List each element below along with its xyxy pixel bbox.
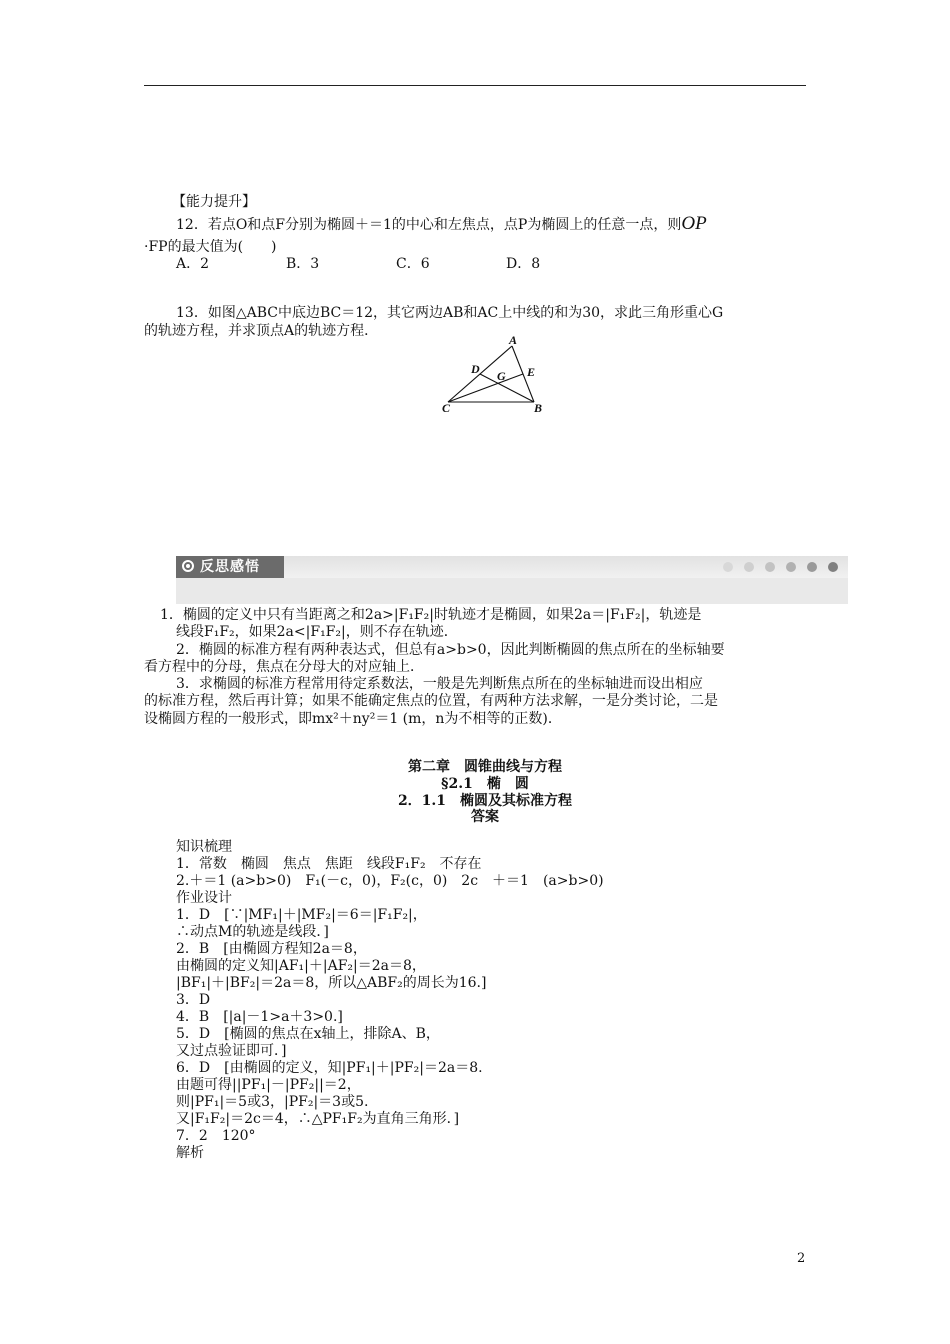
answer-line: 7．2 120° — [176, 1128, 256, 1144]
median-bd — [480, 374, 534, 402]
answer-line: 1．常数 椭圆 焦点 焦距 线段F₁F₂ 不存在 — [176, 856, 482, 872]
dot-icon — [828, 562, 838, 572]
answer-title: 答案 — [471, 809, 499, 825]
option-b: B．3 — [286, 256, 320, 272]
question-12-text: 12．若点O和点F分别为椭圆＋＝1的中心和左焦点，点P为椭圆上的任意一点，则 — [176, 217, 682, 233]
dot-icon — [744, 562, 754, 572]
reflection-banner — [176, 556, 848, 604]
reflection-line-1: 1．椭圆的定义中只有当距离之和2a>|F₁F₂|时轨迹才是椭圆，如果2a＝|F₁F₂|，轨迹是 — [160, 607, 702, 623]
header-rule — [144, 85, 806, 86]
page-number: 2 — [797, 1251, 806, 1266]
median-ce — [448, 374, 523, 402]
label-g: G — [497, 369, 506, 383]
question-13-line2: 的轨迹方程，并求顶点A的轨迹方程． — [144, 323, 379, 339]
reflection-line-2: 线段F₁F₂，如果2a<|F₁F₂|，则不存在轨迹． — [176, 624, 458, 640]
reflection-line-7: 设椭圆方程的一般形式，即mx²＋ny²＝1 (m，n为不相等的正数)． — [144, 711, 562, 727]
question-13-line1: 13．如图△ABC中底边BC＝12，其它两边AB和AC上中线的和为30，求此三角形重心G — [176, 305, 724, 321]
banner-tab — [176, 556, 284, 578]
answer-line: |BF₁|＋|BF₂|＝2a＝8，所以△ABF₂的周长为16.] — [176, 975, 487, 991]
answer-line: 5．D [椭圆的焦点在x轴上，排除A、B， — [176, 1026, 440, 1042]
reflection-line-4: 看方程中的分母，焦点在分母大的对应轴上． — [144, 659, 424, 675]
answer-line: 2.＋＝1 (a>b>0) F₁(－c，0)，F₂(c，0) 2c ＋＝1 (a>b>0) — [176, 873, 604, 889]
answer-line: 由椭圆的定义知|AF₁|＋|AF₂|＝2a＝8， — [176, 958, 426, 974]
dot-icon — [723, 562, 733, 572]
option-a: A．2 — [176, 256, 210, 272]
answer-line: 4．B [|a|－1>a＋3>0.] — [176, 1009, 343, 1025]
answer-line: 3．D — [176, 992, 211, 1008]
reflection-line-5: 3．求椭圆的标准方程常用待定系数法，一般是先判断焦点所在的坐标轴进而设出相应 — [176, 676, 703, 692]
answer-line: 6．D [由椭圆的定义，知|PF₁|＋|PF₂|＝2a＝8. — [176, 1060, 483, 1076]
triangle-figure — [430, 332, 560, 416]
answer-line: 解析 — [176, 1145, 204, 1161]
dot-icon — [807, 562, 817, 572]
question-12-line2: ·FP的最大值为( ) — [144, 239, 277, 255]
label-b: B — [534, 401, 543, 415]
option-c: C．6 — [396, 256, 430, 272]
label-d: D — [471, 362, 480, 376]
reflection-line-6: 的标准方程，然后再计算；如果不能确定焦点的位置，有两种方法求解，一是分类讨论，二是 — [144, 693, 718, 709]
label-c: C — [442, 401, 451, 415]
vector-op: OP — [681, 213, 707, 234]
dot-icon — [765, 562, 775, 572]
answer-line: 又过点验证即可．] — [176, 1043, 287, 1059]
banner-dots — [712, 562, 838, 572]
label-e: E — [527, 365, 536, 379]
answer-line: 由题可得||PF₁|－|PF₂||＝2， — [176, 1077, 361, 1093]
answer-line: 又|F₁F₂|＝2c＝4，∴△PF₁F₂为直角三角形．] — [176, 1111, 460, 1127]
subsection-title: 2．1.1 椭圆及其标准方程 — [397, 793, 573, 809]
option-d: D．8 — [506, 256, 541, 272]
dot-icon — [786, 562, 796, 572]
reflection-line-3: 2．椭圆的标准方程有两种表达式，但总有a>b>0，因此判断椭圆的焦点所在的坐标轴要 — [176, 642, 725, 658]
label-a: A — [509, 333, 518, 347]
answer-line: ∴动点M的轨迹是线段．] — [176, 924, 329, 940]
answer-line: 2．B [由椭圆方程知2a＝8， — [176, 941, 367, 957]
ability-title: 【能力提升】 — [172, 194, 256, 210]
target-icon — [182, 560, 194, 572]
banner-title: 反思感悟 — [200, 559, 260, 575]
answer-line: 作业设计 — [176, 890, 232, 906]
answer-line: 1．D [∵|MF₁|＋|MF₂|＝6＝|F₁F₂|， — [176, 907, 427, 923]
answer-line: 知识梳理 — [176, 839, 232, 855]
answer-line: 则|PF₁|＝5或3，|PF₂|＝3或5. — [176, 1094, 369, 1110]
question-12-line1 — [176, 213, 707, 235]
chapter-title: 第二章 圆锥曲线与方程 — [408, 759, 562, 775]
section-title: §2.1 椭 圆 — [441, 776, 529, 792]
